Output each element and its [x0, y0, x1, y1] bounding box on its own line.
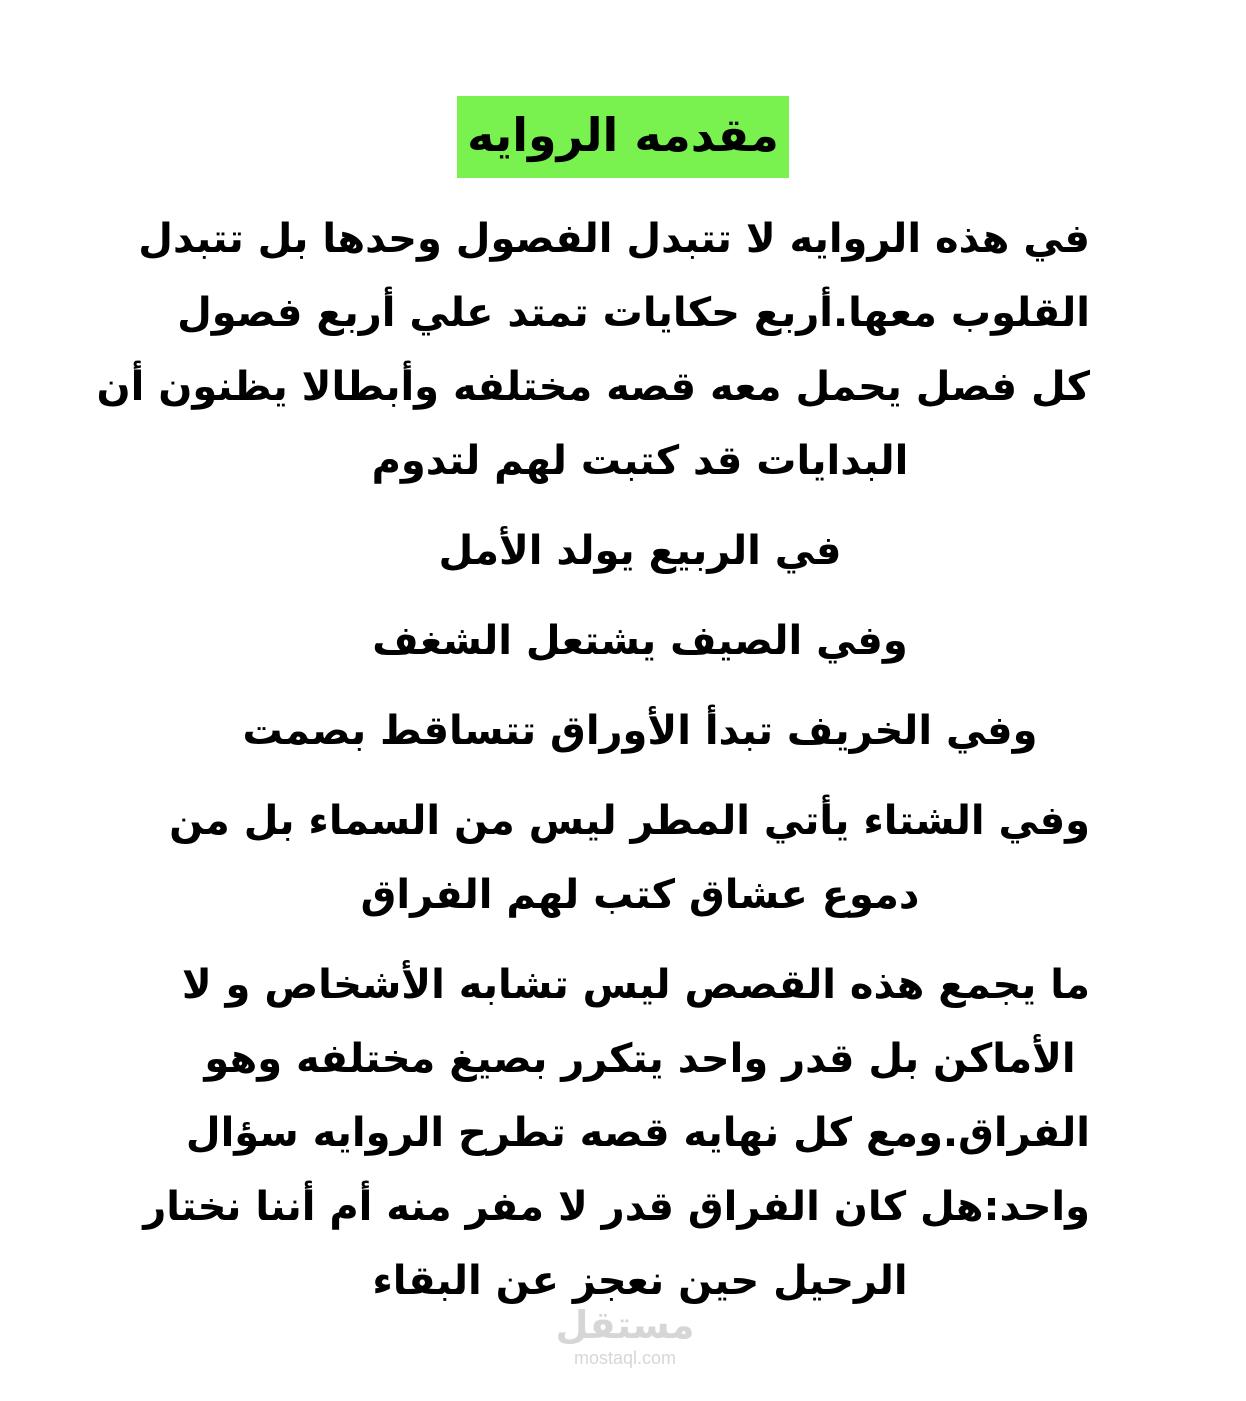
intro-line: البدايات قد كتبت لهم لتدوم: [371, 438, 909, 484]
autumn-line: وفي الخريف تبدأ الأوراق تتساقط بصمت: [242, 708, 1038, 754]
document-body: [96, 202, 1090, 1318]
spring-line: في الربيع يولد الأمل: [438, 528, 842, 574]
watermark: [530, 1303, 720, 1369]
closing-line: الفراق.ومع كل نهايه قصه تطرح الروايه سؤال: [185, 1110, 1090, 1156]
intro-line: في هذه الروايه لا تتبدل الفصول وحدها بل تتبدل: [138, 216, 1090, 262]
closing-line: واحد:هل كان الفراق قدر لا مفر منه أم أننا نختار: [143, 1184, 1090, 1230]
closing-line: الأماكن بل قدر واحد يتكرر بصيغ مختلفه وهو: [204, 1036, 1076, 1082]
paragraph-gap: [190, 588, 1090, 604]
paragraph-gap: [190, 932, 1090, 948]
watermark-url: mostaql.com: [573, 1348, 677, 1368]
intro-line: كل فصل يحمل معه قصه مختلفه وأبطالا يظنون أن: [96, 364, 1090, 410]
closing-line: ما يجمع هذه القصص ليس تشابه الأشخاص و لا: [181, 962, 1090, 1008]
winter-line: وفي الشتاء يأتي المطر ليس من السماء بل من: [169, 798, 1090, 844]
closing-line: الرحيل حين نعجز عن البقاء: [372, 1258, 908, 1304]
winter-paragraph: [169, 784, 1090, 932]
page-title: مقدمه الروايه: [457, 96, 789, 178]
intro-line: القلوب معها.أربع حكايات تمتد علي أربع فصول: [177, 290, 1090, 336]
title-container: [0, 96, 1246, 178]
winter-line: دموع عشاق كتب لهم الفراق: [360, 872, 920, 918]
watermark-logo: مستقل: [555, 1303, 695, 1347]
summer-line: وفي الصيف يشتعل الشغف: [372, 618, 908, 664]
paragraph-gap: [190, 498, 1090, 514]
paragraph-gap: [190, 678, 1090, 694]
paragraph-gap: [190, 768, 1090, 784]
intro-paragraph: [96, 202, 1090, 498]
closing-paragraph: [143, 948, 1090, 1318]
